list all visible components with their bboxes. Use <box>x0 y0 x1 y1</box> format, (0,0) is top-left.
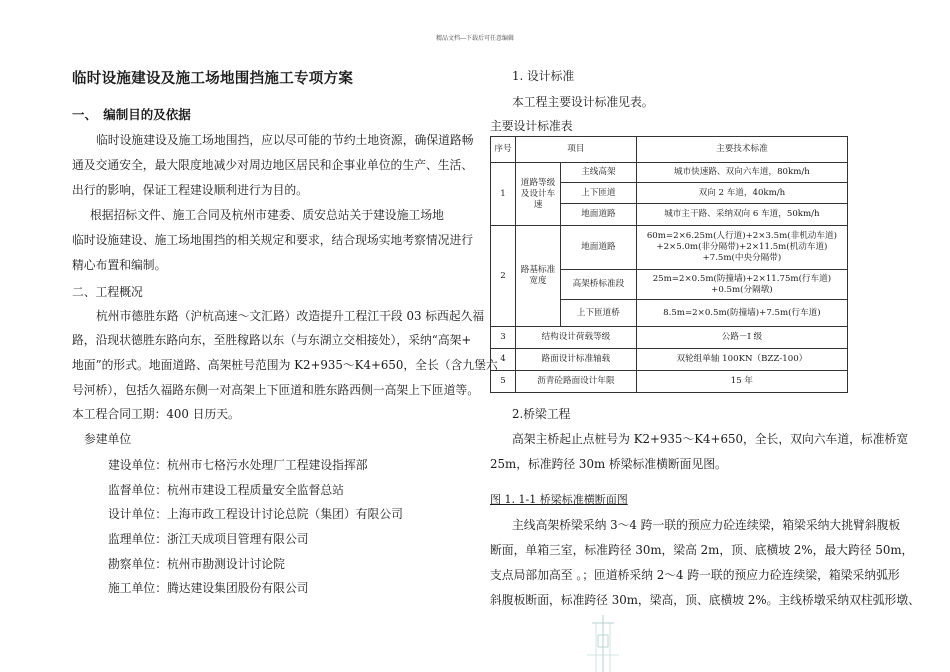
section-heading-overview: 二、工程概况 <box>72 285 143 299</box>
design-standard-text: 本工程主要设计标准见表。 <box>512 95 654 109</box>
unit-line: 施工单位：腾达建设集团股份有限公司 <box>108 581 309 595</box>
bridge-text-line: 斜腹板断面，标准跨径 30m，梁高，顶、底横坡 2%。主线桥墩采纳双柱弧形墩、 <box>490 593 920 607</box>
bridge-text-line: 25m，标准跨径 30m 桥梁标准横断面见图。 <box>490 457 727 471</box>
table-header-standard: 主要技术标准 <box>636 137 847 163</box>
units-title: 参建单位 <box>84 432 132 446</box>
design-standard-heading: 1. 设计标准 <box>512 69 575 83</box>
para3-line: 地面”的形式。地面道路、高架桩号范围为 K2+935～K4+650，全长（含九堡六 <box>72 358 498 372</box>
bridge-heading: 2.桥梁工程 <box>512 407 571 421</box>
table-header-no: 序号 <box>491 137 516 163</box>
figure-caption: 图 1. 1-1 桥梁标准横断面图 <box>490 493 628 506</box>
unit-line: 建设单位：杭州市七格污水处理厂工程建设指挥部 <box>108 458 368 472</box>
table-cell-group: 路基标准宽度 <box>516 226 561 327</box>
para2-line: 根据招标文件、施工合同及杭州市建委、质安总站关于建设施工场地 <box>90 208 444 222</box>
unit-line: 监理单位：浙江天成项目管理有限公司 <box>108 532 309 546</box>
table-cell-subitem: 地面道路 <box>561 204 637 226</box>
table-title: 主要设计标准表 <box>490 119 573 133</box>
table-cell-standard: 公路－Ⅰ 级 <box>636 327 847 349</box>
table-cell-group: 道路等级及设计车速 <box>516 163 561 226</box>
table-cell-no: 2 <box>491 226 516 327</box>
table-cell-standard: 双向 2 车道，40km/h <box>636 183 847 204</box>
para3-line: 杭州市德胜东路（沪杭高速～文汇路）改造提升工程江干段 03 标西起久福 <box>96 309 485 323</box>
para1-line: 出行的影响，保证工程建设顺利进行为目的。 <box>72 183 308 197</box>
table-cell-no: 3 <box>491 327 516 349</box>
table-cell-standard: 城市快速路、双向六车道，80km/h <box>636 163 847 183</box>
para3-line: 号河桥），包括久福路东侧一对高架上下匝道和胜东路西侧一高架上下匝道等。 <box>72 383 479 397</box>
bridge-text-line: 断面，单箱三室，标准跨径 30m，梁高 2m，顶、底横坡 2%，最大跨径 50m， <box>490 543 914 557</box>
table-cell-standard: 双轮组单轴 100KN（BZZ-100） <box>636 349 847 371</box>
section-heading-purpose: 一、 编制目的及依据 <box>72 107 191 122</box>
table-cell-no: 4 <box>491 349 516 371</box>
table-cell-standard: 15 年 <box>636 371 847 393</box>
document-title: 临时设施建设及施工场地围挡施工专项方案 <box>72 71 354 87</box>
para3-line: 路，沿现状德胜东路向东，至胜稼路以东（与东湖立交相接处），采纳“高架+ <box>72 333 472 347</box>
bridge-cross-section-diagram <box>582 615 624 672</box>
table-cell-subitem: 上下匝道桥 <box>561 300 637 327</box>
bridge-text-line: 支点局部加高至 。；匝道桥采纳 2～4 跨一联的预应力砼连续梁，箱梁采纳弧形 <box>490 568 900 582</box>
table-cell-standard: 8.5m=2×0.5m(防撞墙)+7.5m(行车道) <box>636 300 847 327</box>
unit-line: 监督单位：杭州市建设工程质量安全监督总站 <box>108 483 344 497</box>
table-cell-subitem: 主线高架 <box>561 163 637 183</box>
table-cell-item: 路面设计标准轴载 <box>516 349 637 371</box>
table-cell-item: 结构设计荷载等级 <box>516 327 637 349</box>
table-header-item: 项目 <box>516 137 637 163</box>
table-cell-standard: 25m=2×0.5m(防撞墙)+2×11.75m(行车道) +0.5m(分隔墩) <box>636 270 847 300</box>
para1-line: 通及交通安全，最大限度地减少对周边地区居民和企事业单位的生产、生活、 <box>72 158 474 172</box>
table-cell-subitem: 地面道路 <box>561 226 637 270</box>
table-cell-no: 1 <box>491 163 516 226</box>
table-cell-subitem: 高架桥标准段 <box>561 270 637 300</box>
table-cell-no: 5 <box>491 371 516 393</box>
page-header: 精品文档---下载后可任意编辑 <box>435 35 515 42</box>
unit-line: 勘察单位：杭州市勘测设计讨论院 <box>108 557 285 571</box>
para3-line: 本工程合同工期：400 日历天。 <box>72 407 240 421</box>
para2-line: 临时设施建设、施工场地围挡的相关规定和要求，结合现场实地考察情况进行 <box>72 233 474 247</box>
design-standard-table <box>490 136 848 393</box>
bridge-text-line: 高架主桥起止点桩号为 K2+935～K4+650，全长，双向六车道，标准桥宽 <box>512 432 909 446</box>
unit-line: 设计单位：上海市政工程设计讨论总院（集团）有限公司 <box>108 507 403 521</box>
table-cell-subitem: 上下匝道 <box>561 183 637 204</box>
table-cell-item: 沥青砼路面设计年限 <box>516 371 637 393</box>
para2-line: 精心布置和编制。 <box>72 258 167 272</box>
table-cell-standard: 60m=2×6.25m(人行道)+2×3.5m(非机动车道) +2×5.0m(非分隔带)+2×11.5m(机动车道) +7.5m(中央分隔带) <box>636 226 847 270</box>
table-cell-standard: 城市主干路、采纳双向 6 车道，50km/h <box>636 204 847 226</box>
para1-line: 临时设施建设及施工场地围挡，应以尽可能的节约土地资源，确保道路畅 <box>96 133 474 147</box>
bridge-text-line: 主线高架桥梁采纳 3～4 跨一联的预应力砼连续梁，箱梁采纳大挑臂斜腹板 <box>512 518 901 532</box>
